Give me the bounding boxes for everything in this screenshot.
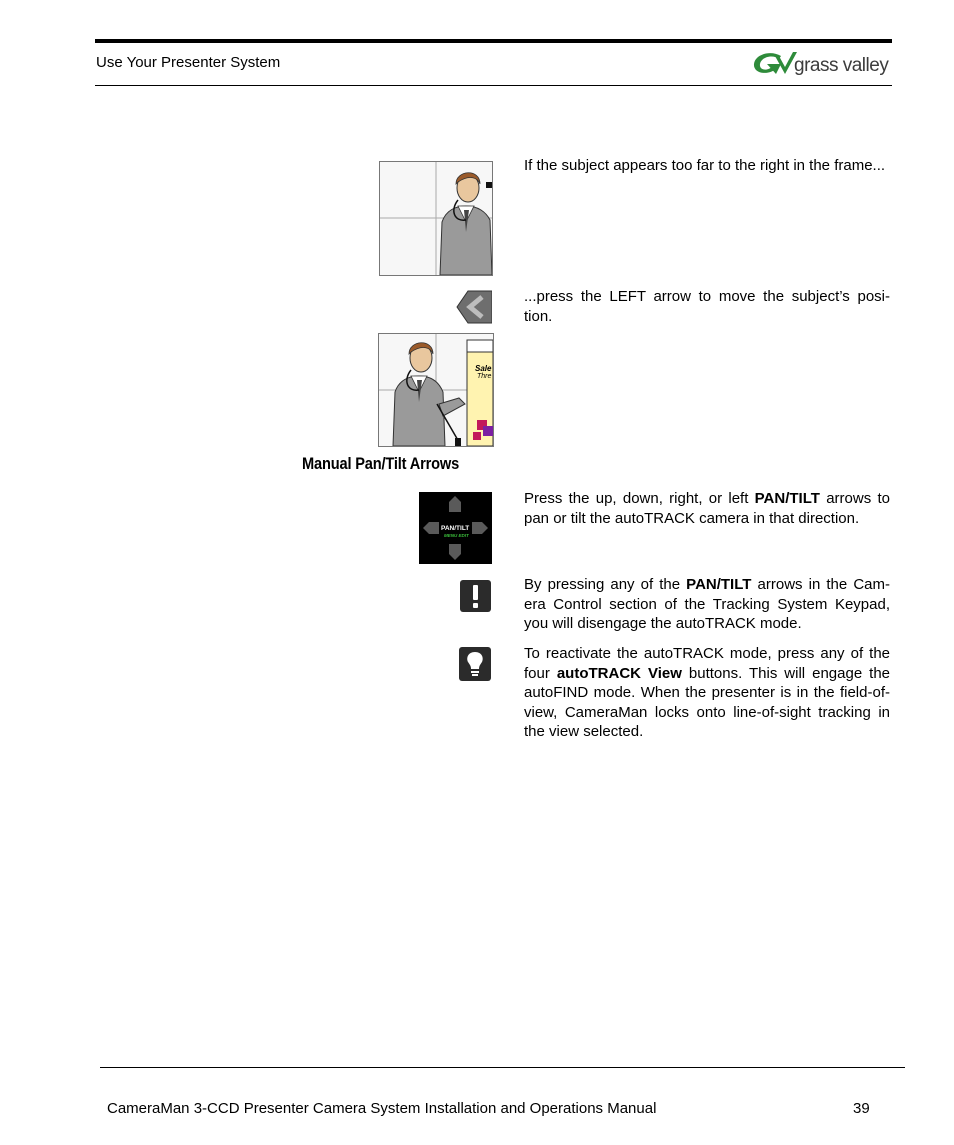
left-arrow-key-icon — [456, 289, 492, 325]
warning-icon — [460, 580, 491, 612]
p5-text-bold: autoTRACK View — [556, 664, 682, 682]
pan-tilt-keypad-icon — [419, 492, 492, 564]
p3-text-pre: Press the up, down, right, or left — [524, 490, 755, 507]
p5-text-post: buttons. This will engage the autoFIND mode. When the presenter is in the field-of-view, CameraMan locks onto line-of-sight tracking in the view selected. — [524, 664, 891, 741]
section-heading: Manual Pan/Tilt Arrows — [302, 454, 460, 473]
paragraph-disengage — [524, 575, 890, 634]
p4-text-bold: PAN/TILT — [686, 576, 752, 593]
slide-text-line-2: Thre — [477, 373, 492, 380]
paragraph-pan-tilt — [524, 489, 890, 528]
paragraph-press-left-arrow: ...press the LEFT arrow to move the subject’s posi-tion. — [524, 288, 890, 325]
keypad-sublabel: MENU EDIT — [444, 533, 469, 538]
footer-manual-title: CameraMan 3-CCD Presenter Camera System Installation and Operations Manual — [107, 1100, 657, 1117]
p3-text-bold: PAN/TILT — [754, 490, 820, 507]
grass-valley-logo-mark — [751, 50, 799, 78]
grass-valley-logo-text: grass valley — [794, 55, 889, 76]
footer-rule — [100, 1067, 905, 1068]
paragraph-reactivate — [524, 644, 890, 742]
p4-text-pre: By pressing any of the — [524, 576, 687, 593]
footer-page-number: 39 — [853, 1100, 870, 1117]
header-section-title: Use Your Presenter System — [96, 54, 281, 71]
p3-text-post: arrows to pan or tilt the autoTRACK camera in that direction. — [524, 490, 890, 527]
framing-subject-right-image — [379, 161, 493, 276]
header-bottom-rule — [95, 85, 892, 86]
paragraph-subject-right: If the subject appears too far to the right in the frame... — [524, 157, 886, 174]
framing-subject-centered-image — [378, 333, 494, 447]
p4-text-post: arrows in the Cam-era Control section of the Tracking System Keypad, you will disengage the autoTRACK mode. — [524, 576, 890, 633]
p5-text-pre: To reactivate the autoTRACK mode, press any of the four — [524, 645, 890, 682]
header-top-rule — [95, 39, 892, 43]
tip-lightbulb-icon — [459, 647, 491, 681]
keypad-label: PAN/TILT — [441, 525, 470, 532]
slide-text-line-1: Sale — [475, 364, 492, 373]
